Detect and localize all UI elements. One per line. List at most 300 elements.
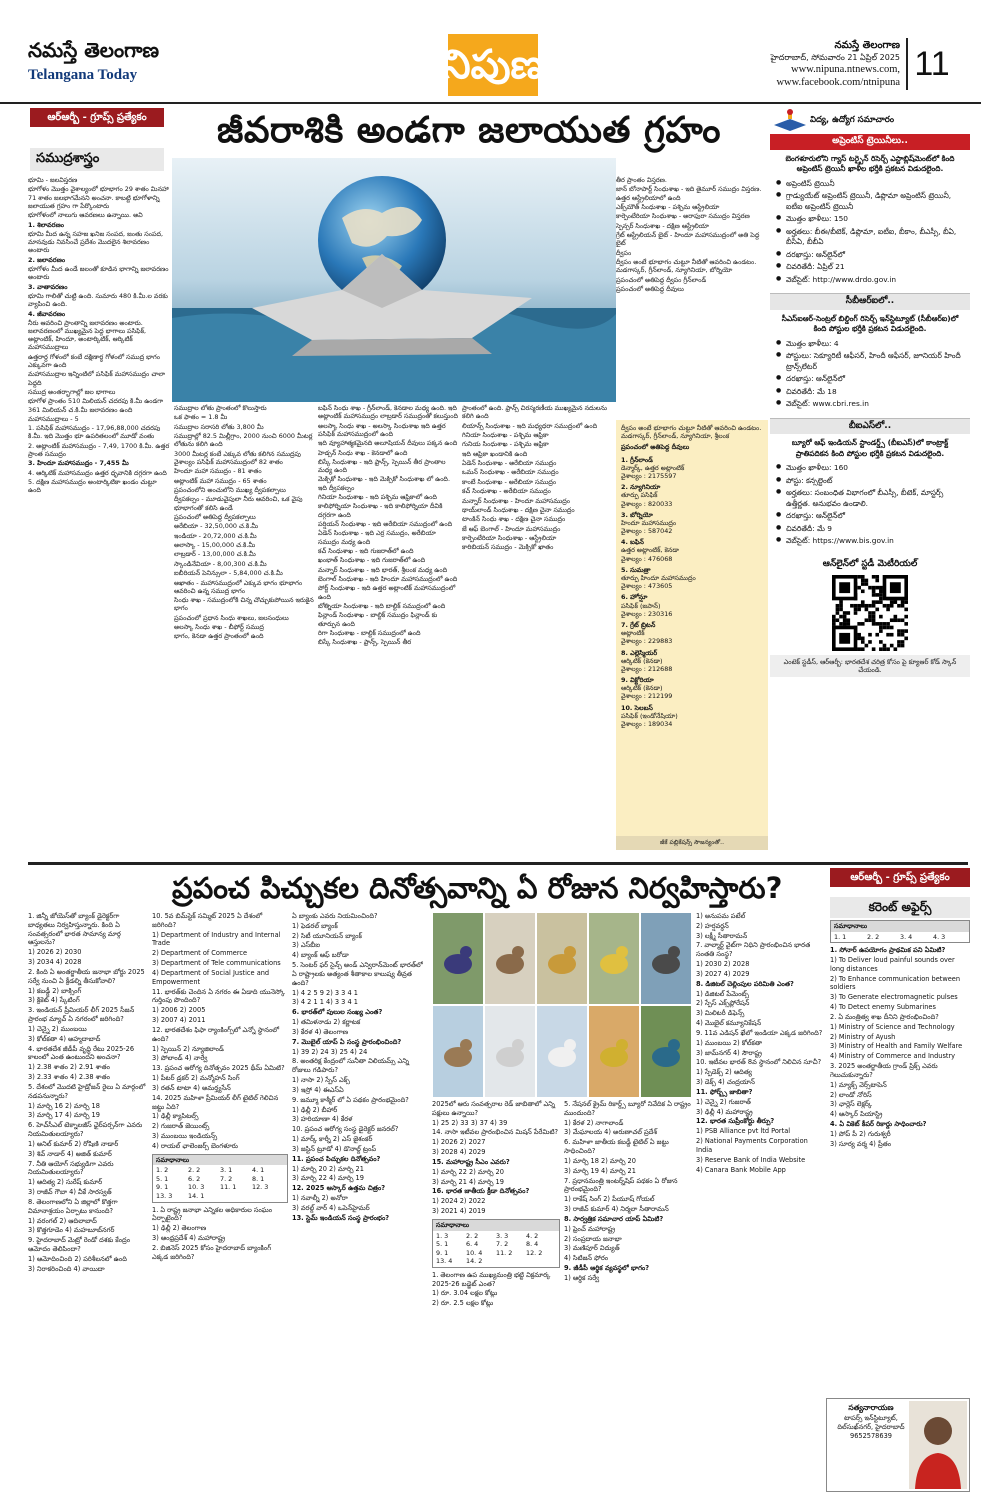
island-location: ఉత్తర అట్లాంటిక్, కెనడా [621, 546, 679, 555]
text-paragraph: 1) పీటర్ డ్రకర్ 2) మన్మోహన్ సింగ్ [152, 1074, 240, 1083]
text-paragraph: 4) Ministry of Commerce and Industry [830, 1052, 956, 1061]
text-paragraph: 2) రూ. 2.5 లక్షల కోట్లు [432, 1299, 494, 1308]
island-row [621, 621, 763, 646]
answer-value: 12. 2 [526, 1248, 543, 1257]
text-paragraph: ప్రపంచంలో అతిపెద్ద ద్వీపకల్పాలు [174, 512, 256, 521]
text-paragraph: అలాస్కా - 15,00,000 చ.కి.మీ [174, 541, 256, 550]
text-paragraph: 5. సెంటర్ ఫర్ సైన్స్ అండ్ ఎన్విరాన్‌మెంట్ భారత్‌లో ఏ రాష్ట్రాలకు అత్యంత శీతాకాల కాలుష్య తీవ్రత ఉంది? [292, 961, 423, 987]
bird-photo [589, 1006, 639, 1097]
text-paragraph: 2) లాండో నోరిస్ [830, 1090, 872, 1099]
quiz-column-6 [696, 912, 824, 1496]
text-paragraph: లియాన్స్ సింధుశాఖ - ఇది మధ్యధరా సముద్రంలో ఉంది [462, 421, 598, 430]
text-paragraph: హిందూ మహా సముద్రం - 81 శాతం [174, 467, 262, 476]
article-column-1 [28, 176, 170, 856]
answer-value: 1. 1 [834, 932, 847, 941]
text-paragraph: 3) డెక్స్ 4) చంద్రయాన్ [696, 1078, 755, 1087]
job-detail-item[interactable]: ● వెబ్‌సైట్: http://www.drdo.gov.in [776, 275, 964, 286]
island-area: వైశాల్యం : 587042 [621, 527, 673, 536]
text-paragraph: 1) నాసా 2) స్పేస్ ఎక్స్ [292, 1076, 350, 1085]
text-paragraph: 7. నీతి ఆయోగ్ సభ్యుడిగా ఎవరు నియమితులయ్యారు? [28, 1159, 114, 1177]
quiz-column-2 [152, 912, 288, 1496]
job-detail-item: ● అర్హతలు: బీఈ/బీటెక్, డిప్లొమా, ఐటీఐ, బీకాం, బీఎస్సీ, బీఏ, బీసీఏ, బీబీఏ [776, 227, 964, 248]
text-paragraph: 3. హిందూ మహాసముద్రం - 7,455 మీ [28, 459, 129, 468]
answer-value: 8. 1 [252, 1174, 265, 1183]
article-headline: జీవరాశికి అండగా జలాయుత గ్రహం [217, 110, 721, 151]
text-paragraph: థాయ్‌లాండ్ సింధుశాఖ - దక్షిణ చైనా సముద్రం [462, 505, 575, 514]
text-paragraph: 1) అనుపమ పటేల్ [696, 912, 746, 920]
text-paragraph: 3) సూర్య వర్మ 4) ప్రీతం [830, 1139, 892, 1148]
text-paragraph: 1. పసిఫిక్ మహాసముద్రం - 17,96,88,000 చదరపు కి.మీ. ఇది మొత్తం భూ ఉపరితలంలో మూడో వంతు [28, 424, 161, 441]
text-paragraph: 7. వాల్మార్ట్ వైట్‌గా నిధిని ప్రారంభించిన భారత సంతతి సంస్థ? [696, 941, 811, 959]
text-paragraph: మహాసముద్రాల ఇన్నింటిలో పసిఫిక్ మహాసముద్రం చాలా పెద్దది [28, 370, 166, 387]
text-paragraph: 1) 2026 2) 2027 [432, 1138, 486, 1147]
text-paragraph: మన్నార్ సింధుశాఖ - ఇది భారత్, శ్రీలంక మధ్య ఉంది [318, 565, 448, 574]
text-paragraph: 3. వాతావరణం [28, 282, 68, 291]
text-paragraph: అరేబియా - 32,50,000 చ.కి.మీ [174, 522, 259, 531]
section-divider [28, 862, 968, 865]
text-paragraph: ప్రాంతంలో ఉంది. ఫ్రాన్స్ చిరస్మరణీయ ముఖ్యమైన నదులను కలిగి ఉంది [462, 404, 608, 421]
text-paragraph: 1) కేరళ 2) నాగాలాండ్ [564, 1118, 624, 1127]
text-paragraph: 1) రాకేష్ సింగ్ 2) పీయూష్ గోయల్ [564, 1195, 655, 1204]
job-detail-item: ● పోస్టు: కన్సల్టెంట్ [776, 476, 964, 487]
text-paragraph: ఖంభాత్ సింధుశాఖ - ఇది గుజరాత్‌లో ఉంది [318, 556, 426, 565]
text-paragraph: 3) మేఘాలయ 4) అరుణాచల్ ప్రదేశ్ [564, 1128, 657, 1137]
text-paragraph: 8. తెలంగాణలోని ఏ జిల్లాలో కొత్తగా విమానాశ్రయం ఏర్పాటు కానుంది? [28, 1197, 118, 1215]
article-column-5 [616, 176, 768, 416]
answer-value: 11. 1 [220, 1183, 237, 1192]
text-paragraph: సముద్రాల సరాసరి లోతు 3,800 మీ [174, 422, 264, 431]
answer-key-3-top [830, 920, 970, 943]
qr-note: ఎంటెక్ స్టడీస్, ఆర్ఆర్బీ: భారతదేశ చరిత్ర కోసం పై క్యూఆర్ కోడ్ స్కాన్ చేయండి. [770, 655, 970, 678]
text-paragraph: 9. 11వ ఎడిషన్ ఖేలో ఇండియా ఎక్కడ జరిగింది? [696, 1028, 823, 1037]
text-paragraph: 3) రాజీవ్ గౌబా 4) వీకే సారస్వత్ [28, 1188, 112, 1197]
text-paragraph: గినియా సింధుశాఖ - పశ్చిమ ఆఫ్రికా [462, 430, 549, 439]
bird-photo [641, 1006, 691, 1097]
header-right [770, 40, 900, 90]
bird-photo [485, 913, 535, 1004]
job-detail-item: ● దరఖాస్తు: ఆన్‌లైన్‌లో [776, 250, 964, 261]
qr-code-icon[interactable] [832, 575, 908, 651]
text-paragraph: 3) పోలాండ్ 4) నార్వే [152, 1054, 208, 1063]
text-paragraph: స్కాండినేవియా - 8,00,300 చ.కి.మీ [174, 559, 267, 568]
text-paragraph: 3) కోల్‌కతా 4) అహ్మదాబాద్ [28, 1034, 101, 1043]
job-block-2 [770, 310, 970, 418]
job-bar-2: సీబీఆర్ఐలో.. [770, 294, 970, 310]
text-paragraph: 3) Ministry of Health and Family Welfare [830, 1042, 963, 1051]
text-paragraph: ఫిన్లాండ్ సింధుశాఖ - బాల్టిక్ సముద్రం ఫిన్లాండ్ కు తూర్పున ఉంది [318, 611, 438, 628]
island-area: వైశాల్యం : 820033 [621, 499, 673, 508]
text-paragraph: 12. భారతదేశం ఫిఫా ర్యాంకింగ్స్‌లో ఎన్నో స్థానంలో ఉంది? [152, 1025, 280, 1043]
source-credit: జీకే పబ్లికేషన్స్ సౌజన్యంతో.. [616, 836, 768, 850]
text-paragraph: 3) జస్టిన్ ట్రూడో 4) డొనాల్డ్ ట్రంప్ [292, 1144, 377, 1153]
island-location: పసిఫిక్ (ఇండోనేషియా) [621, 711, 678, 720]
text-paragraph: 4. ఏ వికెట్ కీపర్ రికార్డు సాధించారు? [830, 1120, 927, 1129]
island-name: 9. విక్టోరియా [621, 676, 654, 685]
text-paragraph: 1) మార్చి 20 2) మార్చి 21 [292, 1164, 364, 1173]
text-paragraph: 15. మహారాష్ట్ర సీఎం ఎవరు? [432, 1157, 510, 1166]
answer-value: 3. 3 [496, 1231, 509, 1240]
bird-photo [537, 1006, 587, 1097]
quiz-column-5 [564, 1100, 692, 1496]
island-name: 5. సుమత్రా [621, 565, 651, 574]
text-paragraph: 3) శివ్ నాడార్ 4) అజిత్ కుమార్ [28, 1149, 112, 1158]
job-lead-1: బెంగళూరులోని గ్యాస్ టర్బైన్ రిసెర్చ్ ఎస్టాబ్లిష్‌మెంట్‌లో కింది అప్రెంటిస్ ట్రెయినీ ఖాళీల భర్తీకి ప్రకటన విడుదలైంది. [785, 153, 955, 174]
text-paragraph: బిస్కే సింధుశాఖ - ఫ్రాన్స్, స్పెయిన్ తీర [318, 638, 412, 647]
text-paragraph: 1) 2024 2) 2022 [432, 1197, 486, 1206]
page-number: 11 [906, 38, 956, 90]
text-paragraph: సింధు శాఖ - సముద్రంలోకి చిన్న చొచ్చుకుపోయిన ఇరుకైన భాగం [174, 596, 314, 613]
quiz-column-7 [830, 920, 970, 1394]
text-paragraph: 1) Department of Industry and Internal Trade [152, 930, 281, 948]
study-material-heading: ఆన్‌లైన్‌లో స్టడీ మెటీరియల్ [822, 558, 918, 569]
text-paragraph: 1) మ్యాక్స్ వెర్స్‌టాపెన్ [830, 1080, 887, 1089]
text-paragraph: 4) మొబైల్ కమ్యూనికేషన్ [696, 1019, 762, 1028]
text-paragraph: 2) Ministry of Ayush [830, 1032, 896, 1041]
job-block-3 [770, 434, 970, 555]
text-paragraph: 1. సోనార్ ఉపయోగం ప్రాథమిక పని ఏమిటి? [830, 946, 946, 955]
text-paragraph: ఐబీరియన్ పెనిన్సులా - 5,84,000 చ.కి.మీ [174, 569, 283, 578]
answer-value: 7. 2 [220, 1174, 233, 1183]
text-paragraph: ఒమన్ సింధుశాఖ - అరేబియా సముద్రం [462, 468, 559, 477]
text-paragraph: 4. జీవావరణం [28, 309, 66, 318]
text-paragraph: 1. తెలంగాణ ఉప ముఖ్యమంత్రి భట్టి విక్రమార్క 2025-26 బడ్జెట్ ఎంత? [432, 1270, 551, 1288]
job-list-1 [776, 179, 964, 286]
text-paragraph: 4) ఆస్కార్ పియాస్ట్రి [830, 1110, 883, 1119]
text-paragraph: 14. 2025 మహిళా ప్రీమియర్ లీగ్ టైటిల్ గెలిచిన జట్టు ఏది? [152, 1093, 279, 1111]
text-paragraph: ఎక్స్‌మౌత్ సింధుశాఖ - పశ్చిమ ఆస్ట్రేలియా [616, 202, 720, 211]
text-paragraph: భూగోళంలో నాలుగు ఆవరణలు ఉన్నాయి. అవి [28, 211, 143, 220]
island-row [621, 676, 763, 701]
islands-intro: ద్వీపం అంటే భూభాగం చుట్టూ నీటితో ఆవరించి ఉండటం. మడగాస్కర్, గ్రీన్‌లాండ్, న్యూగినియా, శ్రీలంక [621, 424, 762, 441]
job-list-3 [776, 463, 964, 547]
text-paragraph: ఏ బ్యాంకు ఎవరు నియమించింది? [292, 912, 378, 920]
text-paragraph: 1) మార్క్ కార్నీ 2) ఎస్ జైశంకర్ [292, 1135, 373, 1144]
job-lead-2: సీఎస్ఐఆర్-సెంట్రల్ బిల్డింగ్ రిసెర్చ్ ఇన్‌స్టిట్యూట్ (సీబీఆర్ఐ)లో కింది పోస్టుల భర్తీకి ప్రకటన విడుదలైంది. [781, 313, 959, 334]
bird-photo [433, 1006, 483, 1097]
text-paragraph: 3) కొత్తగూడెం 4) మహబూబ్‌నగర్ [28, 1226, 115, 1235]
text-paragraph: 2. కింది ఏ అంతర్జాతీయ జనాభా బోర్డు 2025 సర్వే నుంచి ఏ క్రీడల్ని తీసుకోవాలి? [28, 967, 145, 985]
job-detail-item: ● చివరితేదీ: మే 9 [776, 524, 964, 535]
answer-value: 2. 2 [188, 1166, 201, 1175]
text-paragraph: ప్రపంచంలోని అంచులోని ముఖ్య ద్వీపకల్పాలు [174, 486, 286, 494]
author-photo [909, 1401, 967, 1489]
text-paragraph: 1) స్పేడెక్స్ 2) ఆదిత్య [696, 1068, 752, 1077]
text-paragraph: 3) ఎస్‌బీఐ [292, 941, 321, 950]
island-area: వైశాల్యం : 230316 [621, 609, 673, 618]
job-bar-3: బీఐఎస్‌లో.. [770, 419, 970, 435]
text-paragraph: గినియా సింధుశాఖ - ఇది పశ్చిమ ఆఫ్రికాలో ఉంది [318, 493, 437, 501]
bird-photo-grid [432, 912, 692, 1098]
masthead [0, 0, 981, 104]
text-paragraph: ఇండియా - 20,72,000 చ.కి.మీ [174, 531, 257, 540]
text-paragraph: బోత్నియా సింధుశాఖ - ఇది బాల్టిక్ సముద్రంలో ఉంది [318, 601, 446, 610]
text-paragraph: 10. 5వ బిమ్‌స్టెక్ సమ్మిట్ 2025 ఏ దేశంలో జరిగింది? [152, 912, 263, 929]
text-paragraph: కార్పెంటేరియా సింధుశాఖ - ఆస్ట్రేలియా [462, 534, 557, 543]
island-location: హిందూ మహాసముద్రం [621, 518, 677, 527]
answer-value: 4. 2 [526, 1231, 539, 1240]
answer-value: 1. 2 [156, 1166, 169, 1175]
text-paragraph: 1) 39 2) 24 3) 25 4) 24 [292, 1047, 368, 1056]
text-paragraph: 1) తమిళనాడు 2) కర్ణాటక [292, 1018, 361, 1027]
text-paragraph: అలస్కా సింధు శాఖ - అలస్కా సింధుశాఖ ఇది ఉత్తర పసిఫిక్ మహాసముద్రంలో ఉంది [318, 421, 446, 438]
answer-value: 1. 3 [436, 1231, 449, 1240]
text-paragraph: 1) ఫెడరల్ బ్యాంక్ [292, 921, 338, 930]
bird-photo [641, 913, 691, 1004]
text-paragraph: 2) To Enhance communication between soldiers [830, 974, 961, 992]
job-bar-1: అప్రెంటిస్ ట్రెయినీలు.. [770, 134, 970, 150]
text-paragraph: కచ్ సింధుశాఖ - అరేబియా సముద్రం [462, 487, 551, 496]
answer-value: 10. 3 [188, 1183, 205, 1192]
text-paragraph: 1) అనిల్ కుమార్ 2) రోషిణి నాడార్ [28, 1139, 119, 1148]
text-paragraph: భూగోళ ప్రాంతం 510 మిలియన్ చదరపు కి.మీ ఉండగా 361 మిలియన్ చ.కి.మీ జలావరణం ఉంది [28, 397, 164, 414]
text-paragraph: 2) సిటీ యూనియన్ బ్యాంక్ [292, 931, 362, 940]
text-paragraph: ప్రపంచంలో అతిపెద్ద దీవులు [616, 284, 684, 293]
text-paragraph: 9. జీడీపీ ఆర్థిక వ్యవస్థలో భాగం? [564, 1264, 650, 1273]
job-section-2 [770, 293, 970, 418]
text-paragraph: 2) National Payments Corporation India [696, 1137, 808, 1154]
text-paragraph: 9. జమ్మూ కాశ్మీర్ లో ఏ పథకం ప్రారంభమైంది? [292, 1095, 409, 1104]
island-area: వైశాల్యం : 476068 [621, 554, 673, 563]
text-paragraph: 1) 4 2 5 9 2) 3 3 4 1 [292, 988, 358, 997]
text-paragraph: 2) హర్షవర్ధన్ [696, 921, 729, 930]
text-paragraph: ఉత్తరార్ధ గోళంలో కంటే దక్షిణార్ధ గోళంలో సముద్ర భాగం ఎక్కువగా ఉంది [28, 352, 160, 369]
job-detail-item: ● అప్రెంటిస్ ట్రెయినీ [776, 179, 964, 190]
text-paragraph: 14. నాసా ఇటీవల ప్రారంభించిన మిషన్ పేరేమిటి? [432, 1128, 559, 1137]
text-paragraph: 3) Department of Tele communications [152, 959, 281, 968]
island-name: 8. ఎల్లెస్మియర్ [621, 648, 658, 657]
answer-value: 5. 1 [436, 1240, 449, 1249]
text-paragraph: 1) Ministry of Science and Technology [830, 1022, 955, 1031]
text-paragraph: 3) Reserve Bank of India Website [696, 1155, 806, 1164]
sparrow-photos [432, 912, 692, 1098]
text-paragraph: 1) కబడ్డీ 2) బాక్సింగ్ [28, 986, 82, 995]
text-paragraph: 1) ఆమోదించింది 2) పరిశీలనలో ఉంది [28, 1254, 127, 1263]
website-link-2[interactable]: www.facebook.com/ntnipuna [776, 77, 900, 89]
text-paragraph: 5. దక్షిణ మహాసముద్రం అంటార్కిటికా ఖండం చుట్టూ ఉంది [28, 478, 157, 495]
island-location: తూర్పు పసిఫిక్ [621, 491, 658, 500]
author-phone: 9652578639 [850, 1431, 892, 1440]
island-location: అట్లాంటిక్ [621, 629, 645, 638]
text-paragraph: పోర్ట్ సింధుశాఖ - ఇది ఉత్తర అట్లాంటిక్ మహాసముద్రంలో ఉంది [318, 584, 456, 601]
text-paragraph: 3) లక్ష్మీ సీతారామన్ [696, 931, 748, 940]
island-row [621, 456, 763, 481]
text-paragraph: మెక్సికో సింధుశాఖ - ఇది మెక్సికో సింధుశాఖ లో ఉంది. ఇది ద్వీపకల్పం [318, 475, 450, 492]
quiz-column-1 [28, 912, 148, 1496]
globe-on-paper-boat-illustration [172, 158, 616, 402]
bird-photo [589, 913, 639, 1004]
text-paragraph: 1) ఢిల్లీ 2) బీహార్ [292, 1105, 338, 1114]
author-name: సత్యనారాయణ [848, 1403, 894, 1412]
text-paragraph: ఏడెన్ సింధుశాఖ - అరేబియా సముద్రం [462, 459, 557, 468]
text-paragraph: భూమి - జలవిస్తరణ [28, 176, 78, 184]
text-paragraph: 1) చెన్నై 2) ముంబయి [28, 1024, 87, 1033]
text-paragraph: రిగా సింధుశాఖ - బాల్టిక్ సముద్రంలో ఉంది [318, 628, 421, 637]
text-paragraph: గునియ సింధుశాఖ - పశ్చిమ ఆఫ్రికా [462, 440, 549, 449]
paper-english-name: Telangana Today [28, 66, 138, 83]
islands-table [616, 420, 768, 850]
job-detail-item: ● అర్హతలు: సంబంధిత విభాగంలో బీఎస్సీ, బీటెక్, మాస్టర్స్ ఉత్తీర్ణత. అనుభవం ఉండాలి. [776, 488, 964, 509]
island-area: వైశాల్యం : 212688 [621, 664, 673, 673]
text-paragraph: 1. జిన్నీ జోయెస్‌తో బ్యాంక్ డైరెక్టర్‌గా బాధ్యతలు నిర్వహిస్తున్నారు. కింది ఏ సంవత్సరంలో భారత సామాన్య మార్గ ఆస్తులను? [28, 912, 121, 947]
article-column-3 [318, 404, 458, 856]
text-paragraph: 1. శిలావరణం [28, 220, 64, 229]
text-paragraph: 3) వరల్డ్ వార్ 4) ఒపెన్‌హైమర్ [292, 1203, 370, 1212]
category-tag: ఆర్ఆర్బీ - గ్రూప్స్ ప్రత్యేకం [30, 108, 164, 127]
answer-value: 8. 4 [526, 1240, 539, 1249]
article-column-2 [174, 404, 314, 856]
text-paragraph: టాంకిన్ సింధు శాఖ - దక్షిణ చైనా సముద్రం [462, 515, 566, 524]
island-area: వైశాల్యం : 473605 [621, 582, 673, 591]
island-row [621, 566, 763, 591]
job-section-3 [770, 418, 970, 555]
answer-value: 11. 2 [496, 1248, 513, 1257]
island-name: 10. సెలబస్ [621, 703, 653, 712]
island-location: పసిఫిక్ (జపాన్) [621, 601, 661, 610]
text-paragraph: గ్రేట్ ఆస్ట్రేలియన్ బైట్ - హిందూ మహాసముద్రంలో అతి పెద్ద బైట్ [616, 231, 760, 248]
answer-value: 5. 1 [156, 1174, 169, 1183]
text-paragraph: సముద్రాల్లో 82.5 మిల్లీగ్రాం, 2000 నుంచి 6000 మీటర్ల లోతును కలిగి ఉంది [174, 432, 313, 449]
island-location: తూర్పు హిందూ మహాసముద్రం [621, 574, 696, 582]
text-paragraph: మన్నార్ సింధుశాఖ - హిందూ మహాసముద్రం [462, 496, 570, 505]
text-paragraph: 3) మార్చి 19 4) మార్చి 21 [564, 1166, 636, 1175]
text-paragraph: 8. అంతరిక్ష కేంద్రంలో సునీతా విలియమ్స్ ఎన్ని రోజులు గడిపారు? [292, 1057, 410, 1075]
text-paragraph: 1) మార్చి 18 2) మార్చి 20 [564, 1156, 636, 1165]
sidebar-header [770, 108, 970, 132]
text-paragraph: అట్లాంటిక్ మహా సముద్రం - 65 శాతం [174, 476, 267, 485]
text-paragraph: 2025లో ఆరు సంవత్సరాల రెడ్ జాబితాలో ఎన్ని పక్షులు ఉన్నాయి? [432, 1100, 556, 1117]
island-area: వైశాల్యం : 2175597 [621, 471, 677, 480]
answer-value: 14. 2 [466, 1257, 483, 1266]
text-paragraph: 1. ఏ రాష్ట్ర జనాభా ఎన్నికల అధికారుల సంఘం ఏర్పాటైంది? [152, 1205, 273, 1223]
text-paragraph: 7. ప్రధానమంత్రి ఇంటర్న్‌షిప్ పథకం ఏ రోజున ప్రారంభమైంది? [564, 1176, 678, 1194]
island-name: 6. హోన్షూ [621, 593, 648, 602]
job-detail-item: ● పోస్టులు: సెక్యూరిటీ ఆఫీసర్, హిందీ ఆఫీసర్, జూనియర్ హిందీ ట్రాన్స్‌లేటర్ [776, 351, 964, 372]
text-paragraph: 13. ప్రపంచ ఆరోగ్య దినోత్సవం 2025 థీమ్ ఏమిటి? [152, 1064, 285, 1073]
island-location: ఆర్కిటిక్ (కెనడా) [621, 684, 663, 693]
paper-name: నమస్తే తెలంగాణ [28, 38, 160, 62]
text-paragraph: 1) మార్చి 22 2) మార్చి 20 [432, 1167, 504, 1176]
text-paragraph: 1) స్పెయిన్ 2) న్యూజిలాండ్ [152, 1044, 224, 1053]
text-paragraph: బఫిన్ సింధు శాఖ - గ్రీన్‌లాండ్, కెనడాల మధ్య ఉంది. ఇది అట్లాంటిక్ మహాసముద్రం లాబ్రడార్ సముద్రంతో కలుస్తుంది [318, 404, 458, 421]
island-name: 3. బోర్నియో [621, 510, 653, 519]
section-title: నిపుణ [442, 41, 544, 89]
text-paragraph: జాన్ బోనాపార్ట్ సింధుశాఖ - ఇది తైమూర్ సముద్రం విస్తరణ. ఉత్తర ఆస్ట్రేలియాలో ఉంది [616, 185, 762, 202]
quiz-category-tag: ఆర్ఆర్బీ - గ్రూప్స్ ప్రత్యేకం [830, 868, 970, 887]
text-paragraph: 5. నేషనల్ క్రైమ్ రికార్డ్స్ బ్యూరో నివేదిక ఏ రాష్ట్రం ముందుంది? [564, 1100, 691, 1117]
website-link-1[interactable]: www.nipuna.ntnews.com, [791, 64, 900, 76]
island-area: వైశాల్యం : 189034 [621, 720, 673, 728]
text-paragraph: 1) 25 2) 33 3) 37 4) 39 [432, 1118, 508, 1127]
text-paragraph: 1) 2006 2) 2005 [152, 1006, 206, 1015]
text-paragraph: 1) డిజిటల్ పేమెంట్స్ [696, 989, 749, 998]
islands-intro-2: ప్రపంచంలో అతిపెద్ద దీవులు [621, 443, 690, 452]
text-paragraph: మహాసముద్రాలు - 5 [28, 414, 79, 423]
text-paragraph: 2) గుజరాత్ జెయింట్స్ [152, 1122, 210, 1131]
job-lead-3: బ్యూరో ఆఫ్ ఇండియన్ స్టాండర్డ్స్ (బీఐఎస్)లో కాంట్రాక్ట్ ప్రాతిపదికన కింది పోస్టుల భర్తీకి ప్రకటన విడుదలైంది. [791, 438, 949, 458]
answer-value: 9. 1 [436, 1248, 449, 1257]
text-paragraph: 12. భారత సుప్రీంకోర్టు తీర్పు? [696, 1117, 775, 1126]
text-paragraph: అలస్కా సింధు శాఖ - బీఫోర్ట్ సముద్ర [174, 623, 264, 632]
text-paragraph: 8. సార్వత్రిక సమాచార యాప్ ఏమిటి? [564, 1214, 664, 1223]
text-paragraph: 8. డిజిటల్ చెల్లింపుల పరిమితి ఎంత? [696, 979, 794, 988]
island-location: ఆర్కిటిక్ (కెనడా) [621, 656, 663, 665]
text-paragraph: 10. ప్రపంచ ఆరోగ్య సంస్థ డైరెక్టర్ జనరల్? [292, 1125, 399, 1134]
answer-value: 10. 4 [466, 1248, 483, 1257]
text-paragraph: 3) మార్చి 17 4) మార్చి 19 [28, 1111, 100, 1120]
text-paragraph: 2) సంప్రదాయ జనాభా [564, 1234, 622, 1243]
text-paragraph: ఏడెన్ సింధుశాఖ - ఇది ఎర్ర సముద్రం, అరేబియా సముద్రం మధ్య ఉంది [318, 529, 436, 546]
text-paragraph: భూగోళం మొత్తం వైశాల్యంలో భూభాగం 29 శాతం మినహా 71 శాతం జలభాగమేనని అంచనా. కాబట్టి భూగోళాన్ని జలాయుత గ్రహం గా పేర్కొంటారు [28, 185, 169, 210]
job-list-2 [776, 339, 964, 410]
job-detail-item[interactable]: ● వెబ్‌సైట్: https://www.bis.gov.in [776, 536, 964, 547]
text-paragraph: 1) ముంబయి 2) కోల్‌కతా [696, 1038, 763, 1047]
text-paragraph: హెడ్సన్ సింధు శాఖ - కెనడాలో ఉంది [318, 448, 408, 457]
text-paragraph: 12. 2025 ఆస్కార్ ఉత్తమ చిత్రం? [292, 1184, 386, 1193]
text-paragraph: ఒక ఫాతం = 1.8 మీ [174, 413, 228, 422]
job-detail-item[interactable]: ● వెబ్‌సైట్: www.cbri.res.in [776, 399, 964, 410]
job-detail-item: ● మొత్తం ఖాళీలు: 4 [776, 339, 964, 350]
text-paragraph: జే ఆఫ్ బెంగాల్ - హిందూ మహాసముద్రం [462, 524, 561, 533]
text-paragraph: కార్పెంటేరియా సింధుశాఖ - అరాఫురా సముద్రం విస్తరణ [616, 212, 750, 221]
author-role: టాపర్స్ ఇన్‌స్టిట్యూట్, దిల్‌సుఖ్‌నగర్, హైదరాబాద్ [837, 1413, 905, 1431]
text-paragraph: 11. భారత్‌కు చెందిన ఏ నగరం ఈ ఏడాది యునెస్కో గుర్తింపు పొందింది? [152, 987, 285, 1005]
author-text [831, 1403, 911, 1441]
text-paragraph: 2. జలావరణం [28, 255, 66, 264]
answer-value: 2. 2 [867, 932, 880, 941]
answer-value: 14. 1 [188, 1192, 205, 1201]
text-paragraph: 6. హెచ్‌సీఎల్ టెక్నాలజీస్ ఛైర్‌పర్సన్‌గా ఎవరు నియమితులయ్యారు? [28, 1121, 143, 1139]
text-paragraph: 4) సిటిజన్ ఫోరం [564, 1254, 609, 1263]
island-row [621, 538, 763, 563]
answer-value: 3. 4 [900, 932, 913, 941]
text-paragraph: ప్రపంచంలో ప్రధాన సింధు శాఖలు, జలసంధులు [174, 613, 289, 622]
text-paragraph: 16. భారత జాతీయ క్రీడా దినోత్సవం? [432, 1187, 530, 1196]
text-paragraph: 3) మార్చి 21 4) మార్చి 19 [432, 1177, 504, 1186]
answer-value: 4. 1 [252, 1166, 265, 1175]
text-paragraph: కాలిఫోర్నియా సింధుశాఖ - ఇది కాలిఫోర్నియా దీవికి దగ్గరగా ఉంది [318, 502, 443, 519]
job-detail-item: ● దరఖాస్తు: ఆన్‌లైన్‌లో [776, 511, 964, 522]
text-paragraph: 4. భారతదేశ జీడీపీ వృద్ధి రేటు 2025-26 కాలంలో ఎంత ఉంటుందని అంచనా? [28, 1044, 135, 1062]
text-paragraph: 1) వరంగల్ 2) ఆదిలాబాద్ [28, 1216, 97, 1225]
text-paragraph: 3) కేరళ 4) తెలంగాణ [292, 1027, 349, 1036]
text-paragraph: ఇది వ్యూహాత్మకమైనది అలూషియన్ దీవులు పక్కన ఉంది [318, 439, 458, 448]
text-paragraph: 1) రూ. 3.04 లక్షల కోట్లు [432, 1289, 498, 1298]
paper-brand [28, 38, 159, 85]
text-paragraph: 3. ఇండియన్ ప్రీమియర్ లీగ్ 2025 సీజన్ ప్రారంభ మ్యాచ్ ఏ నగరంలో జరిగింది? [28, 1006, 135, 1024]
text-paragraph: తీర ప్రాంతం విస్తరణ. [616, 176, 667, 184]
text-paragraph: 3) హరియాణా 4) కేరళ [292, 1115, 353, 1124]
answer-key-3-head: సమాధానాలు [831, 921, 969, 932]
text-paragraph: 3) ముంబయి ఇండియన్స్ [152, 1132, 218, 1141]
islands-rows [621, 456, 763, 729]
text-paragraph: 3) ఢిల్లీ 4) మహారాష్ట్ర [696, 1107, 753, 1116]
text-paragraph: ఇది ఆఫ్రికా ఖండానికి ఉంది [462, 449, 528, 458]
island-name: 4. బఫిన్ [621, 538, 644, 547]
text-paragraph: 4. ఆర్కిటిక్ మహాసముద్రం ఉత్తర ధృవానికి దగ్గరగా ఉంది [28, 468, 167, 477]
text-paragraph: ద్వీపం [616, 248, 632, 257]
article-column-4 [462, 404, 612, 856]
text-paragraph: 3000 మీటర్ల కంటే ఎక్కువ లోతు కలిగిన సముద్రపు వైశాల్యం పసిఫిక్ మహాసముద్రంలో 82 శాతం [174, 449, 301, 466]
text-paragraph: భూగోళం మీద ఉండే జలంతో కూడిన భాగాన్ని జలావరణం అంటారు [28, 265, 169, 282]
text-paragraph: 3) రతన్ టాటా 4) అమర్త్యసేన్ [152, 1083, 231, 1092]
job-block-1 [770, 150, 970, 294]
answer-value: 2. 2 [466, 1231, 479, 1240]
answer-value: 7. 2 [496, 1240, 509, 1249]
text-paragraph: భూమి గాలితో చుట్టి ఉంది. సుమారు 480 కి.మీ.ల వరకు వ్యాపించి ఉంది. [28, 291, 168, 309]
text-paragraph: 6. భారత్‌లో పులుల సంఖ్య ఎంత? [292, 1008, 383, 1017]
text-paragraph: 1) ఆర్థిక సర్వే [564, 1273, 600, 1282]
text-paragraph: కారిబియన్ సముద్రం - మెక్సికో ఖాతం [462, 543, 554, 552]
